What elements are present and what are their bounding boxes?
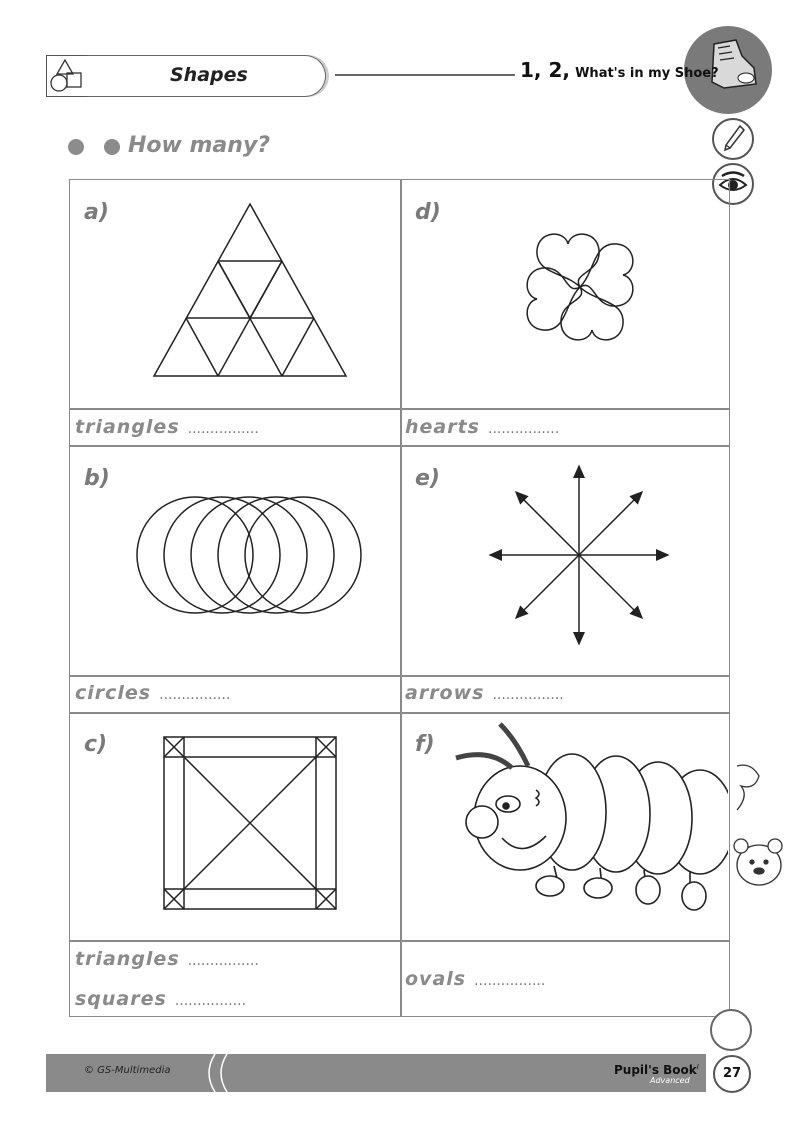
answer-word: triangles (75, 416, 180, 438)
answer-word: triangles (75, 948, 180, 970)
answer-blank[interactable]: ................ (159, 687, 231, 703)
header-rule (335, 74, 515, 76)
answer-word: circles (75, 682, 152, 704)
answer-blank[interactable]: ................ (488, 421, 560, 437)
cell-d-label: d) (415, 200, 441, 225)
hearts-figure (505, 212, 655, 362)
answer-line (405, 416, 559, 438)
bear-icon (729, 760, 789, 890)
grid-divider (70, 445, 729, 447)
pencil-icon (712, 118, 754, 160)
circles-figure (135, 495, 365, 615)
answer-blank[interactable]: ................ (174, 993, 247, 1009)
answer-line (75, 416, 259, 438)
book-volume: I (696, 1063, 699, 1071)
answer-blank[interactable]: ................ (492, 687, 564, 703)
cell-c-label: c) (84, 732, 108, 757)
cell-f-label: f) (415, 732, 435, 757)
answer-blank[interactable]: ................ (187, 421, 259, 437)
grid-divider (70, 712, 729, 714)
grid-divider (70, 408, 729, 410)
section-title: How many? (128, 133, 271, 158)
shapes-icon (46, 55, 88, 97)
unit-title: Shapes (170, 64, 248, 86)
caterpillar-figure (450, 718, 728, 918)
bullet-dot (68, 139, 84, 155)
grid-divider (70, 940, 729, 942)
answer-blank[interactable]: ................ (187, 953, 259, 969)
answer-line (75, 988, 246, 1010)
bullet-dot (104, 139, 120, 155)
cell-b-label: b) (84, 466, 110, 491)
answer-word: arrows (405, 682, 485, 704)
book-title (614, 1063, 699, 1077)
answer-blank[interactable]: ................ (474, 973, 546, 989)
series-name: What's in my Shoe? (575, 66, 719, 81)
page-number: 27 (713, 1055, 751, 1093)
arrows-figure (486, 462, 672, 648)
book-level: Advanced (650, 1076, 690, 1085)
grid-divider (400, 180, 402, 1016)
answer-word: ovals (405, 968, 467, 990)
answer-line (75, 948, 259, 970)
answer-line (405, 682, 564, 704)
grid-divider (70, 675, 729, 677)
answer-line (405, 968, 545, 990)
book-name: Pupil's Book (614, 1063, 697, 1077)
copyright: © GS-Multimedia (84, 1065, 171, 1076)
cell-e-label: e) (415, 466, 440, 491)
answer-line (75, 682, 230, 704)
cell-a-label: a) (84, 200, 109, 225)
squares-figure (160, 733, 340, 913)
triangles-figure (150, 200, 350, 382)
series-title (520, 58, 719, 82)
score-circle (710, 1009, 752, 1051)
answer-word: squares (75, 988, 167, 1010)
series-number: 1, 2, (520, 58, 570, 82)
answer-word: hearts (405, 416, 480, 438)
